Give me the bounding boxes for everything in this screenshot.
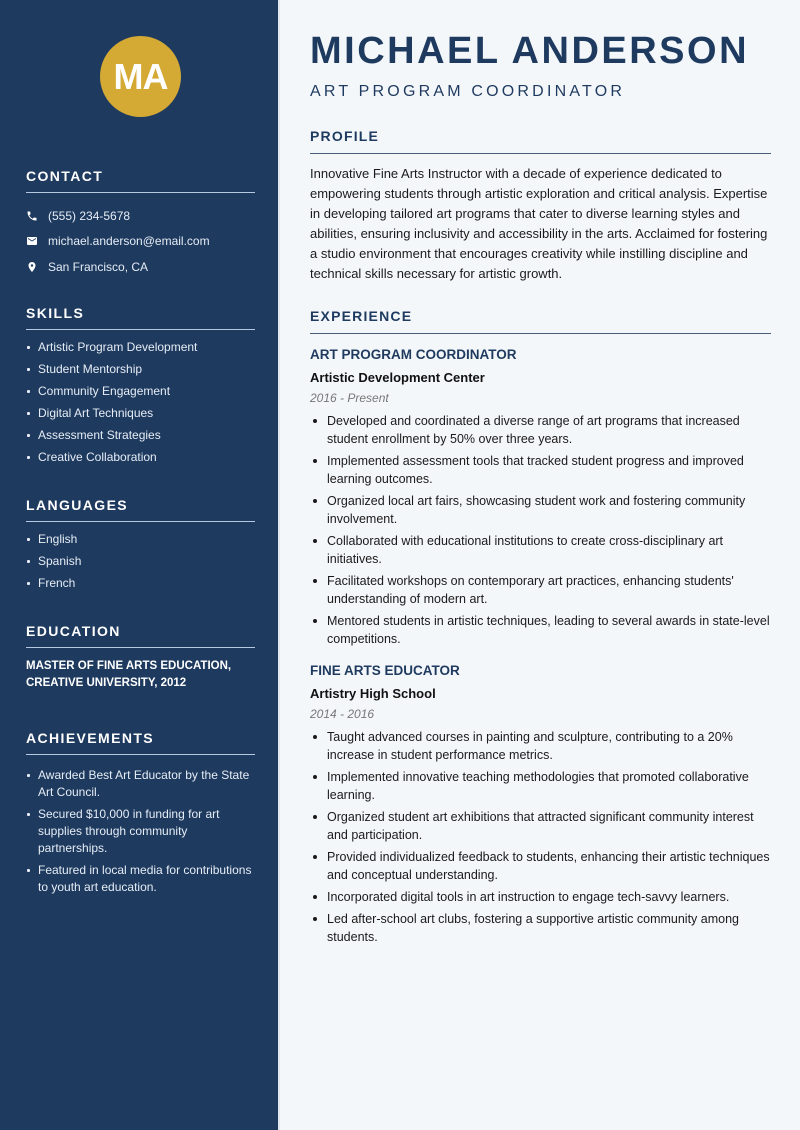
location-pin-icon <box>26 261 48 273</box>
job-bullets <box>310 412 771 648</box>
job-bullet: Implemented innovative teaching methodologies that promoted collaborative learning. <box>310 768 771 804</box>
skill-item: Assessment Strategies <box>26 427 255 444</box>
education-section <box>26 623 255 692</box>
education-degree <box>26 658 255 692</box>
achievements-section <box>26 730 255 901</box>
achievement-item: Awarded Best Art Educator by the State Art Council. <box>26 767 255 801</box>
profile-text: Innovative Fine Arts Instructor with a decade of experience dedicated to empowering students through artistic exploration and critical analysis. Expertise in developing tailored art programs that cater to diverse learning styles and abilities, ensuring inclusivity and accessibility in the arts. Acclaimed for fostering a studio environment that encourages creativity while instilling discipline and technical skills necessary for artistic growth. <box>310 166 768 281</box>
skill-item: Creative Collaboration <box>26 449 255 466</box>
contact-phone[interactable] <box>26 203 255 229</box>
job-bullet: Taught advanced courses in painting and sculpture, contributing to a 20% increase in student performance metrics. <box>310 728 771 764</box>
languages-section <box>26 497 255 597</box>
email-icon <box>26 235 48 247</box>
phone-icon <box>26 210 48 222</box>
job-entry <box>310 346 771 648</box>
achievements-heading: ACHIEVEMENTS <box>26 730 255 755</box>
avatar <box>100 36 181 117</box>
achievement-item: Secured $10,000 in funding for art supplies through community partnerships. <box>26 806 255 857</box>
language-item: English <box>26 531 255 548</box>
sidebar <box>0 0 280 1130</box>
contact-heading: CONTACT <box>26 168 255 193</box>
contact-phone-text: (555) 234-5678 <box>48 208 131 223</box>
job-bullet: Organized student art exhibitions that attracted significant community interest and participation. <box>310 808 771 844</box>
job-bullet: Collaborated with educational institutions to create cross-disciplinary art initiatives. <box>310 532 771 568</box>
language-item: Spanish <box>26 553 255 570</box>
job-company: Artistry High School <box>310 686 436 701</box>
job-bullets <box>310 728 771 946</box>
education-line-2: CREATIVE UNIVERSITY, 2012 <box>26 677 187 689</box>
contact-location <box>26 254 255 280</box>
skill-item: Student Mentorship <box>26 361 255 378</box>
skill-item: Digital Art Techniques <box>26 405 255 422</box>
contact-email[interactable] <box>26 229 255 255</box>
skills-section <box>26 305 255 471</box>
job-title: ART PROGRAM COORDINATOR <box>310 347 517 362</box>
candidate-title: ART PROGRAM COORDINATOR <box>310 83 626 100</box>
job-bullet: Implemented assessment tools that tracked student progress and improved learning outcomes. <box>310 452 771 488</box>
skill-item: Community Engagement <box>26 383 255 400</box>
profile-section <box>310 128 771 284</box>
job-title: FINE ARTS EDUCATOR <box>310 663 460 678</box>
avatar-initials: MA <box>113 55 168 97</box>
job-bullet: Provided individualized feedback to students, enhancing their artistic techniques and conceptual understanding. <box>310 848 771 884</box>
job-dates: 2014 - 2016 <box>310 707 375 721</box>
skill-item: Artistic Program Development <box>26 339 255 356</box>
contact-list <box>26 203 255 280</box>
experience-heading: EXPERIENCE <box>310 308 771 334</box>
experience-section <box>310 308 771 950</box>
contact-email-text: michael.anderson@email.com <box>48 234 210 249</box>
job-bullet: Organized local art fairs, showcasing student work and fostering community involvement. <box>310 492 771 528</box>
job-bullet: Mentored students in artistic techniques, leading to several awards in state-level competitions. <box>310 612 771 648</box>
skills-heading: SKILLS <box>26 305 255 330</box>
achievements-list <box>26 767 255 896</box>
achievement-item: Featured in local media for contributions to youth art education. <box>26 862 255 896</box>
education-line-1: MASTER OF FINE ARTS EDUCATION, <box>26 660 232 672</box>
language-item: French <box>26 575 255 592</box>
job-bullet: Led after-school art clubs, fostering a supportive artistic community among students. <box>310 910 771 946</box>
job-company: Artistic Development Center <box>310 370 485 385</box>
languages-heading: LANGUAGES <box>26 497 255 522</box>
candidate-name: MICHAEL ANDERSON <box>310 30 750 72</box>
contact-location-text: San Francisco, CA <box>48 259 149 274</box>
education-heading: EDUCATION <box>26 623 255 648</box>
profile-heading: PROFILE <box>310 128 771 154</box>
skills-list <box>26 339 255 466</box>
languages-list <box>26 531 255 592</box>
job-entry <box>310 662 771 946</box>
job-dates: 2016 - Present <box>310 391 389 405</box>
job-bullet: Developed and coordinated a diverse range of art programs that increased student enrollment by 50% over three years. <box>310 412 771 448</box>
contact-section <box>26 168 255 280</box>
job-bullet: Facilitated workshops on contemporary art practices, enhancing students' understanding of modern art. <box>310 572 771 608</box>
job-bullet: Incorporated digital tools in art instruction to engage tech-savvy learners. <box>310 888 771 906</box>
